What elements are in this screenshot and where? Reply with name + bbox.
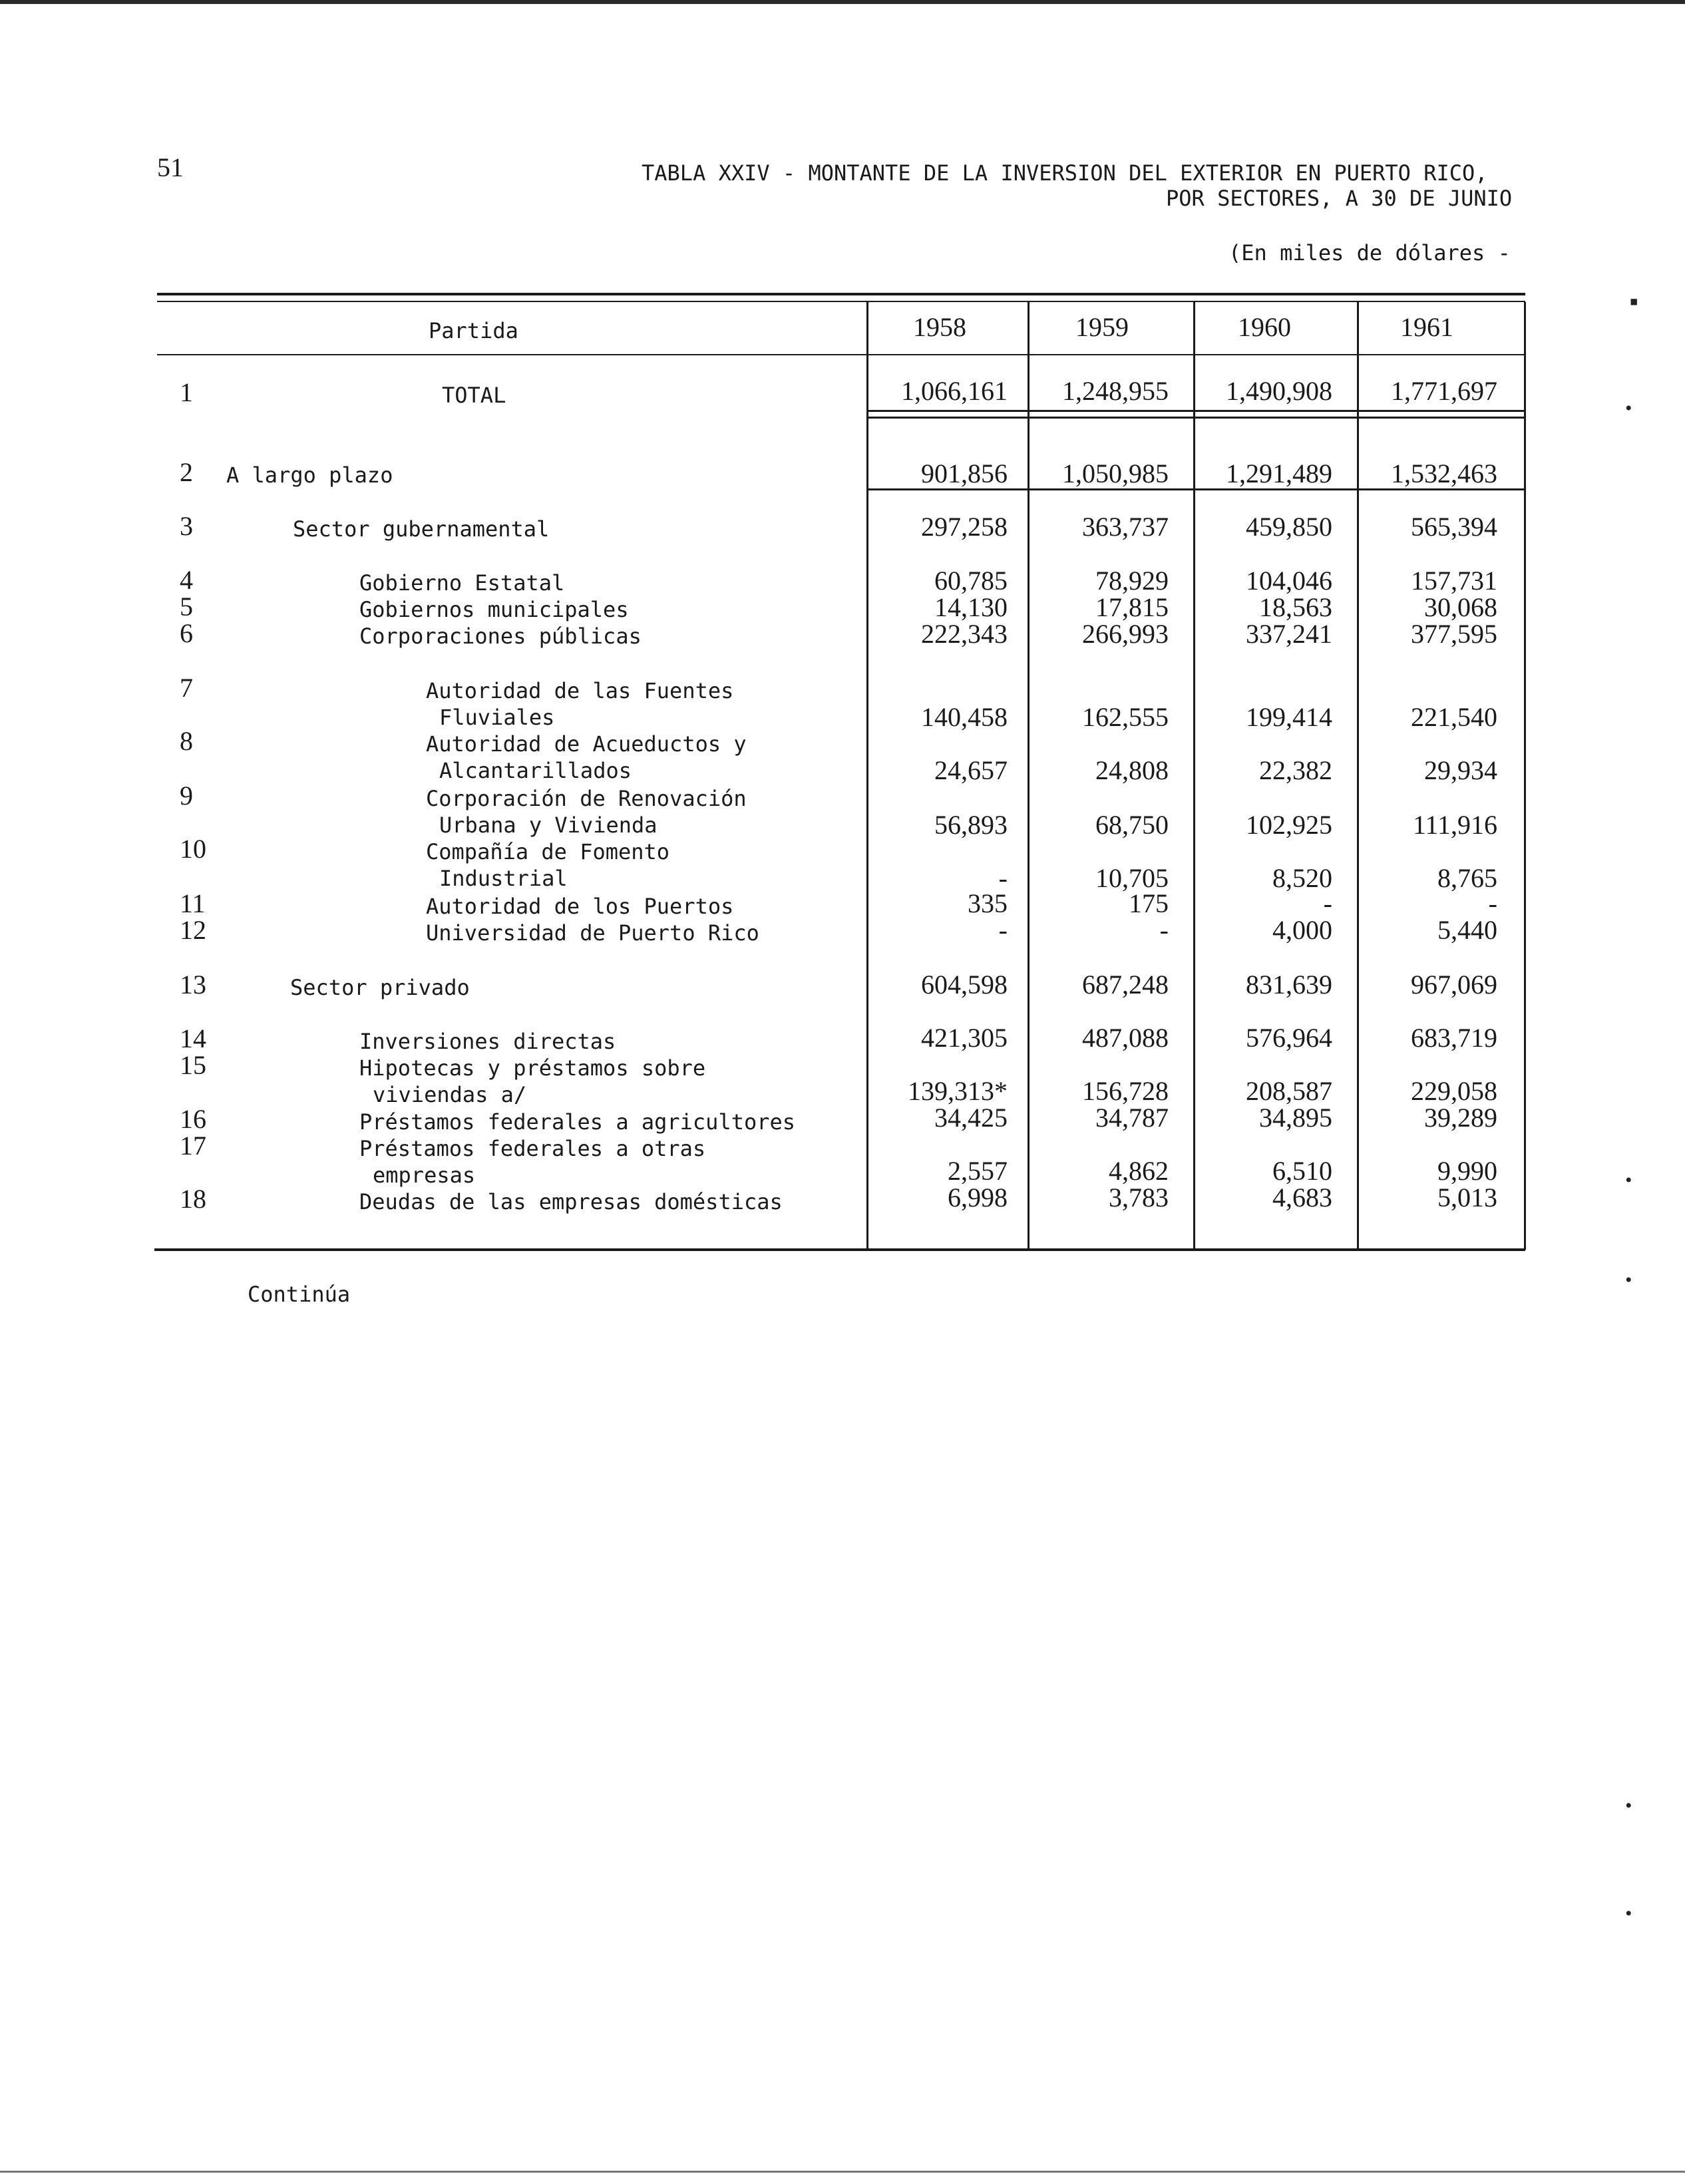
header-year-1959: 1959 bbox=[1075, 312, 1129, 342]
row-label: A largo plazo bbox=[226, 462, 393, 488]
row-label-continued: Industrial bbox=[439, 866, 568, 891]
cell-value-1958: 139,313* bbox=[908, 1076, 1008, 1106]
row-label: Sector privado bbox=[290, 975, 470, 1000]
row-number: 10 bbox=[180, 834, 206, 864]
cell-value-1959: 162,555 bbox=[1082, 702, 1169, 732]
cell-value-1958: - bbox=[998, 915, 1008, 945]
cell-value-1959: 17,815 bbox=[1095, 592, 1169, 622]
cell-value-1959: 4,862 bbox=[1109, 1156, 1169, 1186]
row-label: Préstamos federales a agricultores bbox=[359, 1109, 796, 1135]
row-number: 3 bbox=[180, 511, 193, 541]
cell-value-1958: 56,893 bbox=[934, 810, 1008, 840]
cell-value-1958: 222,343 bbox=[921, 619, 1008, 649]
cell-value-1961: 565,394 bbox=[1411, 512, 1497, 542]
row-label: Hipotecas y préstamos sobre bbox=[359, 1055, 706, 1081]
cell-value-1960: 22,382 bbox=[1259, 755, 1332, 785]
header-year-1961: 1961 bbox=[1400, 312, 1453, 342]
cell-value-1959: 175 bbox=[1129, 888, 1169, 918]
row-label-continued: Urbana y Vivienda bbox=[439, 813, 657, 838]
row-label: Inversiones directas bbox=[359, 1029, 616, 1054]
cell-value-1958: 14,130 bbox=[934, 592, 1008, 622]
row-number: 15 bbox=[180, 1050, 206, 1080]
row-number: 7 bbox=[180, 673, 193, 703]
cell-value-1958: - bbox=[998, 863, 1008, 893]
cell-value-1960: 1,291,489 bbox=[1226, 458, 1332, 488]
cell-value-1958: 60,785 bbox=[934, 566, 1008, 596]
table-subtitle: POR SECTORES, A 30 DE JUNIO bbox=[1166, 186, 1513, 211]
cell-value-1959: 34,787 bbox=[1095, 1103, 1169, 1133]
cell-value-1960: 199,414 bbox=[1246, 702, 1332, 732]
row-number: 4 bbox=[180, 565, 193, 595]
cell-value-1959: 487,088 bbox=[1082, 1023, 1169, 1053]
cell-value-1959: 68,750 bbox=[1095, 810, 1169, 840]
scan-speck: ▪ bbox=[1629, 291, 1639, 310]
cell-value-1961: 39,289 bbox=[1424, 1103, 1497, 1133]
row-label: Compañía de Fomento bbox=[426, 839, 670, 864]
row-number: 9 bbox=[180, 781, 193, 811]
cell-value-1958: 335 bbox=[968, 888, 1008, 918]
row-number: 12 bbox=[180, 915, 206, 945]
cell-value-1959: 1,248,955 bbox=[1062, 376, 1169, 406]
largo-plazo-underline bbox=[868, 488, 1525, 490]
cell-value-1961: 229,058 bbox=[1411, 1076, 1497, 1106]
cell-value-1960: - bbox=[1323, 888, 1332, 918]
row-label: Corporación de Renovación bbox=[426, 786, 747, 811]
row-number: 6 bbox=[180, 618, 193, 648]
cell-value-1960: 8,520 bbox=[1272, 863, 1332, 893]
cell-value-1959: 363,737 bbox=[1082, 512, 1169, 542]
cell-value-1959: - bbox=[1159, 915, 1169, 945]
cell-value-1960: 576,964 bbox=[1246, 1023, 1332, 1053]
cell-value-1961: 967,069 bbox=[1411, 970, 1497, 1000]
page-top-edge bbox=[0, 0, 1685, 4]
header-year-1960: 1960 bbox=[1238, 312, 1291, 342]
cell-value-1961: 8,765 bbox=[1437, 863, 1497, 893]
cell-value-1961: 1,532,463 bbox=[1391, 458, 1497, 488]
cell-value-1958: 140,458 bbox=[921, 702, 1008, 732]
row-number: 16 bbox=[180, 1104, 206, 1134]
cell-value-1959: 156,728 bbox=[1082, 1076, 1169, 1106]
page-bottom-edge bbox=[0, 2171, 1685, 2173]
cell-value-1958: 421,305 bbox=[921, 1023, 1008, 1053]
cell-value-1961: 29,934 bbox=[1424, 755, 1497, 785]
table-title: TABLA XXIV - MONTANTE DE LA INVERSION DEL EXTERIOR EN PUERTO RICO, bbox=[642, 160, 1488, 186]
row-number: 8 bbox=[180, 726, 193, 756]
cell-value-1960: 208,587 bbox=[1246, 1076, 1332, 1106]
cell-value-1958: 1,066,161 bbox=[901, 376, 1008, 406]
table-bottom-rule bbox=[154, 1248, 1525, 1251]
cell-value-1958: 34,425 bbox=[934, 1103, 1008, 1133]
row-number: 1 bbox=[180, 377, 193, 407]
cell-value-1961: 377,595 bbox=[1411, 619, 1497, 649]
scan-speck: • bbox=[1624, 1171, 1634, 1190]
cell-value-1958: 901,856 bbox=[921, 458, 1008, 488]
cell-value-1959: 687,248 bbox=[1082, 970, 1169, 1000]
page-number: 51 bbox=[157, 152, 184, 182]
scan-speck: • bbox=[1624, 1905, 1634, 1923]
row-label: Deudas de las empresas domésticas bbox=[359, 1189, 783, 1214]
cell-value-1958: 24,657 bbox=[934, 755, 1008, 785]
cell-value-1961: 221,540 bbox=[1411, 702, 1497, 732]
table-top-rule bbox=[157, 293, 1525, 295]
col-divider-1960 bbox=[1193, 302, 1195, 1250]
row-label: Sector gubernamental bbox=[293, 516, 550, 542]
cell-value-1960: 6,510 bbox=[1272, 1156, 1332, 1186]
continued-note: Continúa bbox=[248, 1282, 351, 1307]
cell-value-1959: 24,808 bbox=[1095, 755, 1169, 785]
cell-value-1961: 5,440 bbox=[1437, 915, 1497, 945]
cell-value-1960: 4,683 bbox=[1272, 1183, 1332, 1212]
header-rule bbox=[157, 354, 1525, 355]
col-divider-right bbox=[1524, 302, 1526, 1250]
row-number: 2 bbox=[180, 457, 193, 487]
cell-value-1959: 1,050,985 bbox=[1062, 458, 1169, 488]
total-double-underline bbox=[868, 417, 1525, 419]
cell-value-1958: 2,557 bbox=[948, 1156, 1008, 1186]
cell-value-1961: 683,719 bbox=[1411, 1023, 1497, 1053]
cell-value-1958: 604,598 bbox=[921, 970, 1008, 1000]
row-label: Autoridad de Acueductos y bbox=[426, 731, 747, 757]
table-top-rule-thin bbox=[157, 301, 1525, 302]
scan-speck: • bbox=[1624, 399, 1634, 418]
row-label-continued: empresas bbox=[373, 1163, 476, 1188]
row-label: Préstamos federales a otras bbox=[359, 1136, 706, 1161]
cell-value-1960: 4,000 bbox=[1272, 915, 1332, 945]
cell-value-1960: 337,241 bbox=[1246, 619, 1332, 649]
cell-value-1960: 34,895 bbox=[1259, 1103, 1332, 1133]
cell-value-1960: 104,046 bbox=[1246, 566, 1332, 596]
units-note: (En miles de dólares - bbox=[1228, 240, 1511, 266]
cell-value-1960: 459,850 bbox=[1246, 512, 1332, 542]
scan-speck: • bbox=[1624, 1271, 1634, 1290]
row-number: 11 bbox=[180, 888, 206, 918]
header-partida: Partida bbox=[429, 318, 518, 343]
row-label: Universidad de Puerto Rico bbox=[426, 920, 759, 946]
row-label: Autoridad de las Fuentes bbox=[426, 678, 734, 703]
cell-value-1960: 1,490,908 bbox=[1226, 376, 1332, 406]
row-label: Corporaciones públicas bbox=[359, 624, 642, 649]
cell-value-1961: 9,990 bbox=[1437, 1156, 1497, 1186]
row-label-continued: viviendas a/ bbox=[373, 1082, 527, 1107]
cell-value-1961: 157,731 bbox=[1411, 566, 1497, 596]
row-label-continued: Fluviales bbox=[439, 705, 555, 730]
cell-value-1961: 111,916 bbox=[1412, 810, 1497, 840]
cell-value-1959: 266,993 bbox=[1082, 619, 1169, 649]
col-divider-1961 bbox=[1357, 302, 1359, 1250]
row-label: Gobiernos municipales bbox=[359, 597, 629, 622]
cell-value-1958: 6,998 bbox=[948, 1183, 1008, 1212]
cell-value-1961: 1,771,697 bbox=[1391, 376, 1497, 406]
header-year-1958: 1958 bbox=[913, 312, 966, 342]
cell-value-1960: 18,563 bbox=[1259, 592, 1332, 622]
row-number: 13 bbox=[180, 970, 206, 1000]
row-number: 5 bbox=[180, 592, 193, 622]
cell-value-1961: 5,013 bbox=[1437, 1183, 1497, 1212]
cell-value-1958: 297,258 bbox=[921, 512, 1008, 542]
row-number: 17 bbox=[180, 1131, 206, 1161]
row-number: 18 bbox=[180, 1184, 206, 1214]
total-underline bbox=[868, 410, 1525, 412]
cell-value-1961: 30,068 bbox=[1424, 592, 1497, 622]
row-label: Autoridad de los Puertos bbox=[426, 894, 734, 919]
cell-value-1959: 78,929 bbox=[1095, 566, 1169, 596]
cell-value-1960: 831,639 bbox=[1246, 970, 1332, 1000]
cell-value-1959: 10,705 bbox=[1095, 863, 1169, 893]
row-label: Gobierno Estatal bbox=[359, 570, 565, 596]
cell-value-1959: 3,783 bbox=[1109, 1183, 1169, 1212]
row-number: 14 bbox=[180, 1023, 206, 1053]
row-label-continued: Alcantarillados bbox=[439, 758, 632, 783]
col-divider-1959 bbox=[1028, 302, 1030, 1250]
row-label: TOTAL bbox=[442, 383, 506, 408]
scan-speck: • bbox=[1624, 1797, 1634, 1815]
col-divider-1958 bbox=[866, 302, 868, 1250]
cell-value-1960: 102,925 bbox=[1246, 810, 1332, 840]
cell-value-1961: - bbox=[1488, 888, 1497, 918]
